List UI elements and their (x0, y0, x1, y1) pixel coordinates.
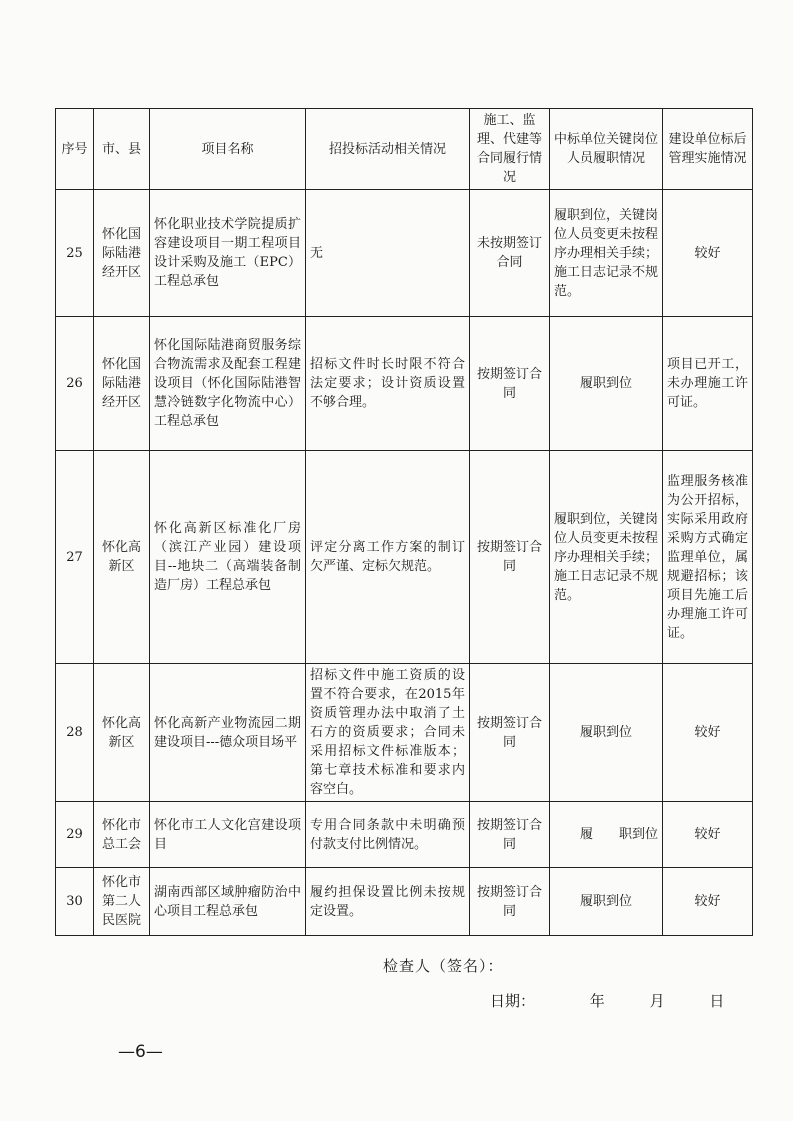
date-day: 日 (709, 992, 725, 1010)
row-bidding: 无 (306, 190, 470, 317)
row-management: 较好 (663, 868, 753, 936)
row-contract: 按期签订合同 (470, 317, 550, 451)
row-management: 较好 (663, 802, 753, 868)
row-no: 26 (56, 317, 94, 451)
row-project: 怀化国际陆港商贸服务综合物流需求及配套工程建设项目（怀化国际陆港智慧冷链数字化物流中心）工程总承包 (150, 317, 306, 451)
row-no: 30 (56, 868, 94, 936)
row-bidding: 履约担保设置比例未按规定设置。 (306, 868, 470, 936)
date-year: 年 (589, 992, 605, 1010)
row-no: 29 (56, 802, 94, 868)
header-contract: 施工、监理、代建等合同履行情况 (470, 109, 550, 190)
header-bidding: 招投标活动相关情况 (306, 109, 470, 190)
row-management: 项目已开工，未办理施工许可证。 (663, 317, 753, 451)
row-contract: 未按期签订合同 (470, 190, 550, 317)
date-label: 日期： (490, 992, 536, 1010)
row-contract: 按期签订合同 (470, 868, 550, 936)
header-no: 序号 (56, 109, 94, 190)
row-staff: 履职到位 (550, 317, 663, 451)
inspection-table (55, 108, 753, 936)
table-row (56, 868, 753, 936)
row-no: 27 (56, 451, 94, 664)
row-county: 怀化市总工会 (94, 802, 150, 868)
header-project: 项目名称 (150, 109, 306, 190)
header-county: 市、县 (94, 109, 150, 190)
row-staff: 履 职到位 (550, 802, 663, 868)
row-county: 怀化国际陆港经开区 (94, 190, 150, 317)
row-staff: 履职到位 (550, 664, 663, 802)
page-number: —6— (118, 1042, 163, 1062)
row-staff: 履职到位 (550, 868, 663, 936)
row-contract: 按期签订合同 (470, 451, 550, 664)
date-month: 月 (649, 992, 665, 1010)
row-staff: 履职到位，关键岗位人员变更未按程序办理相关手续；施工日志记录不规范。 (550, 190, 663, 317)
row-bidding: 招标文件中施工资质的设置不符合要求，在2015年资质管理办法中取消了土石方的资质要求；合同未采用招标文件标准版本；第七章技术标准和要求内容空白。 (306, 664, 470, 802)
table-row (56, 317, 753, 451)
date-line (490, 990, 724, 1011)
row-management: 监理服务核准为公开招标，实际采用政府采购方式确定监理单位，属规避招标；该项目先施工后办理施工许可证。 (663, 451, 753, 664)
row-bidding: 专用合同条款中未明确预付款支付比例情况。 (306, 802, 470, 868)
table-row (56, 664, 753, 802)
row-contract: 按期签订合同 (470, 802, 550, 868)
row-bidding: 招标文件时长时限不符合法定要求；设计资质设置不够合理。 (306, 317, 470, 451)
row-project: 怀化高新产业物流园二期建设项目---德众项目场平 (150, 664, 306, 802)
row-county: 怀化国际陆港经开区 (94, 317, 150, 451)
row-county: 怀化高新区 (94, 664, 150, 802)
row-county: 怀化市第二人民医院 (94, 868, 150, 936)
header-management: 建设单位标后管理实施情况 (663, 109, 753, 190)
row-contract: 按期签订合同 (470, 664, 550, 802)
row-management: 较好 (663, 664, 753, 802)
header-staff: 中标单位关键岗位人员履职情况 (550, 109, 663, 190)
row-county: 怀化高新区 (94, 451, 150, 664)
table-row (56, 802, 753, 868)
row-no: 28 (56, 664, 94, 802)
row-staff: 履职到位，关键岗位人员变更未按程序办理相关手续；施工日志记录不规范。 (550, 451, 663, 664)
table-row (56, 451, 753, 664)
table-row (56, 190, 753, 317)
row-bidding: 评定分离工作方案的制订欠严谨、定标欠规范。 (306, 451, 470, 664)
row-no: 25 (56, 190, 94, 317)
row-project: 怀化职业技术学院提质扩容建设项目一期工程项目设计采购及施工（EPC）工程总承包 (150, 190, 306, 317)
inspector-signature-label: 检查人（签名）： (383, 957, 504, 975)
row-project: 湖南西部区域肿瘤防治中心项目工程总承包 (150, 868, 306, 936)
row-project: 怀化市工人文化宫建设项目 (150, 802, 306, 868)
row-project: 怀化高新区标准化厂房（滨江产业园）建设项目--地块二（高端装备制造厂房）工程总承包 (150, 451, 306, 664)
header-row (56, 109, 753, 190)
row-management: 较好 (663, 190, 753, 317)
